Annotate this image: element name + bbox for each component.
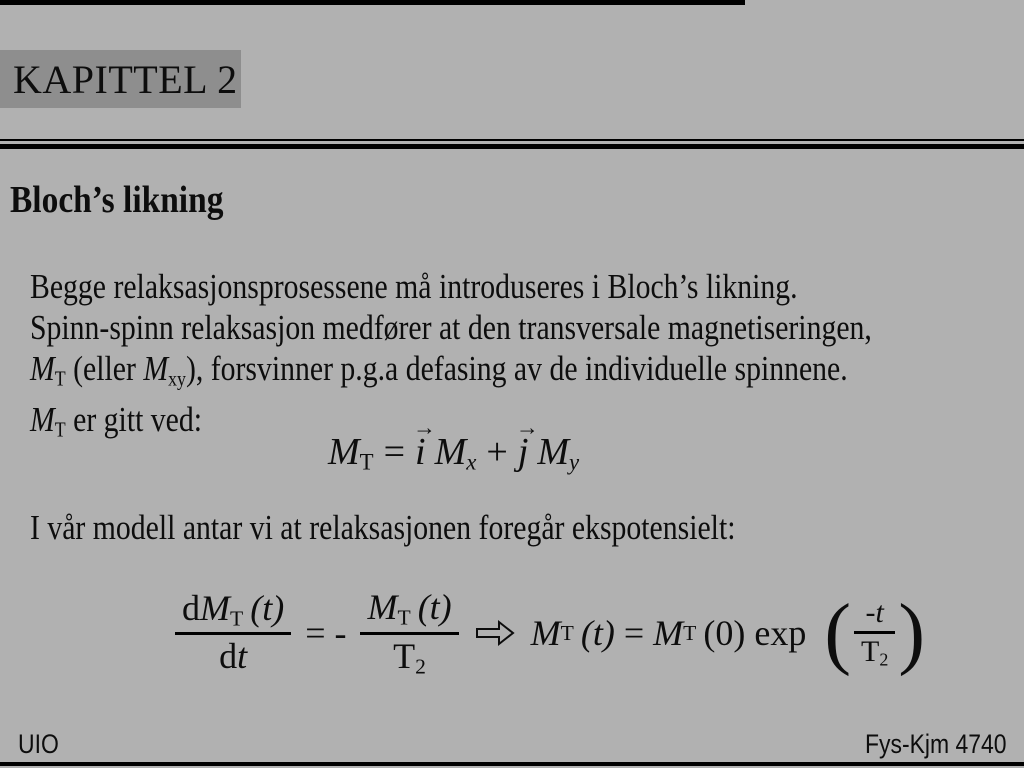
footer-institution: UIO	[18, 729, 59, 759]
exp-function-label: exp	[754, 613, 807, 653]
chapter-label: KAPITTEL 2	[13, 56, 238, 102]
vector-arrow-icon: →	[515, 415, 539, 440]
top-border-line	[0, 0, 745, 5]
equals-sign: =	[383, 431, 406, 473]
math-symbol-M: M	[530, 613, 561, 653]
plus-sign: +	[486, 431, 508, 473]
math-symbol-T: T	[860, 635, 880, 669]
chapter-box	[0, 50, 241, 108]
math-subscript-x: x	[466, 449, 477, 475]
math-symbol-M: M	[328, 431, 360, 473]
math-symbol-t: t	[237, 636, 248, 677]
body-line-5: I vår modell antar vi at relaksasjonen foregår ekspotensielt:	[30, 508, 736, 547]
fraction-denominator	[212, 636, 254, 677]
math-symbol-M: M	[143, 349, 169, 388]
math-symbol-M: M	[30, 349, 55, 388]
math-subscript-y: y	[569, 449, 580, 475]
math-subscript-T: T	[397, 605, 411, 630]
big-paren-close: )	[898, 589, 925, 677]
fraction-exp-argument	[854, 596, 895, 671]
math-subscript-xy: xy	[168, 366, 186, 391]
fraction-bar	[360, 632, 458, 635]
math-argument-0: (0)	[703, 613, 746, 653]
text-fragment: (eller	[65, 349, 144, 388]
big-paren-open: (	[824, 589, 851, 677]
fraction-mt-t2	[360, 587, 458, 678]
unit-vector-j	[515, 415, 539, 474]
text-fragment: ), forsvinner p.g.a defasing av de individuelle spinnene.	[185, 349, 848, 388]
vector-arrow-icon: →	[413, 415, 437, 440]
math-subscript-T: T	[54, 417, 66, 442]
body-line-1: Begge relaksasjonsprosessene må introduseres i Bloch’s likning.	[30, 267, 798, 306]
math-subscript-T: T	[230, 606, 244, 631]
math-symbol-M: M	[200, 588, 230, 629]
fraction-bar	[175, 632, 291, 635]
math-symbol-M: M	[30, 400, 55, 440]
fraction-denominator	[854, 635, 895, 670]
math-subscript-T: T	[560, 620, 574, 645]
math-symbol-M: M	[367, 587, 398, 628]
implies-arrow-icon	[475, 619, 515, 647]
math-symbol-M: M	[434, 431, 467, 473]
math-argument-t: (t)	[580, 613, 615, 653]
math-neg-t: -t	[865, 595, 884, 629]
math-subscript-T: T	[54, 366, 66, 391]
unit-vector-i	[413, 415, 437, 474]
formula-transverse-magnetization	[328, 415, 580, 476]
math-symbol-i: i	[415, 431, 426, 473]
math-symbol-d: d	[182, 588, 200, 629]
math-subscript-T: T	[359, 449, 374, 475]
math-argument-t: (t)	[417, 587, 452, 628]
body-line-3	[30, 348, 872, 399]
equals-sign: =	[623, 613, 645, 653]
body-line-2: Spinn-spinn relaksasjon medfører at den transversale magnetiseringen,	[30, 308, 872, 347]
bottom-border-line	[0, 762, 1024, 766]
fraction-numerator	[175, 588, 291, 631]
footer-course-code: Fys-Kjm 4740	[865, 729, 1007, 759]
header-rule-thin	[0, 139, 1024, 141]
solution-expression	[530, 589, 925, 677]
fraction-dmt-dt	[175, 588, 291, 678]
slide-title: Bloch’s likning	[10, 179, 224, 221]
equals-minus-sign: = -	[305, 613, 347, 653]
fraction-numerator	[360, 587, 458, 630]
math-subscript-2: 2	[415, 653, 426, 678]
math-subscript-2: 2	[879, 649, 889, 670]
header-rule-thick	[0, 144, 1024, 149]
math-subscript-T: T	[683, 620, 697, 645]
math-symbol-d: d	[219, 636, 238, 677]
math-symbol-T: T	[393, 635, 416, 676]
math-argument-t: (t)	[250, 588, 285, 629]
math-symbol-M: M	[537, 431, 570, 473]
rate-equation	[175, 577, 925, 689]
math-symbol-j: j	[517, 431, 529, 473]
fraction-bar	[854, 631, 895, 634]
math-symbol-M: M	[653, 613, 684, 653]
text-fragment: er gitt ved:	[65, 400, 203, 440]
fraction-denominator	[386, 636, 433, 679]
